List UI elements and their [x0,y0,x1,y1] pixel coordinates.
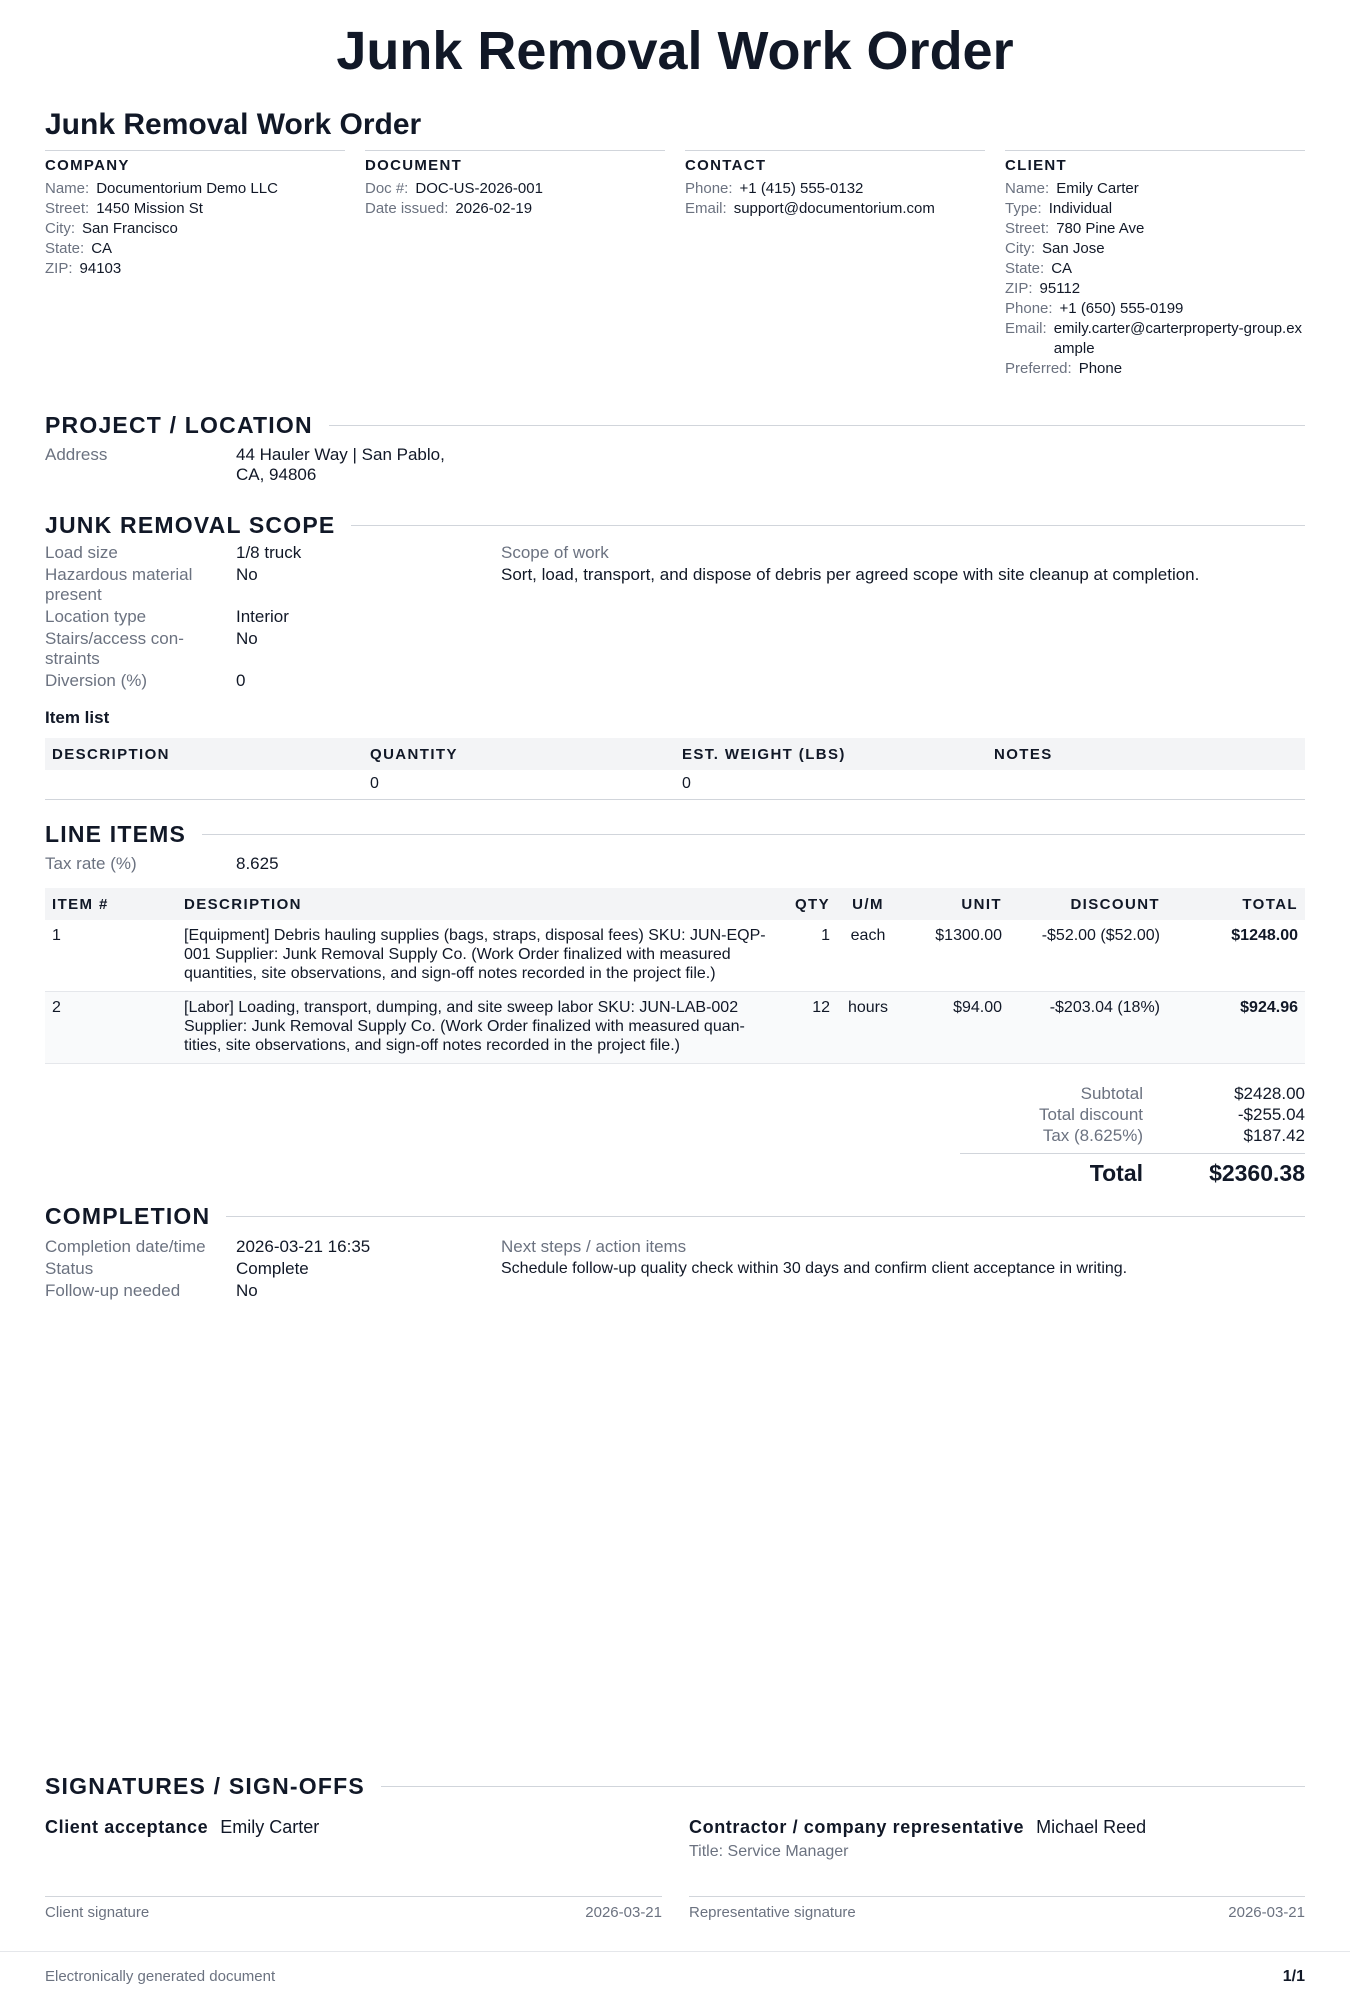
tax-rate-row [45,854,279,874]
company-zip: 94103 [79,260,122,277]
next-steps-label: Next steps / action items [501,1237,687,1256]
scope-of-work [501,543,1199,585]
client-signature-label: Client signature [45,1904,150,1921]
company-state: CA [91,240,113,257]
company-city: San Francisco [82,220,178,237]
label: State: [45,240,85,257]
representative-signature-date: 2026-03-21 [1228,1904,1305,1921]
contact-block [685,150,985,379]
item-description [45,770,363,799]
completion-datetime-label: Completion date/time [45,1237,206,1256]
item-list-header-row [45,738,1305,770]
status-label: Status [45,1259,94,1278]
contact-title: CONTACT [685,157,767,174]
line-items-section-title: LINE ITEMS [45,821,1305,848]
grand-total-label: Total [1089,1160,1143,1186]
scope-fields [45,543,485,693]
col-total: TOTAL [1167,888,1305,920]
item-list-table [45,738,1305,800]
line-item-total: $924.96 [1167,992,1305,1064]
label: Doc #: [365,180,409,197]
tax-rate-value: 8.625 [236,854,279,873]
load-size-value: 1/8 truck [236,543,302,562]
item-quantity: 0 [363,770,675,799]
contact-phone: +1 (415) 555-0132 [739,180,864,197]
table-row [45,920,1305,992]
hazard-value: No [236,565,258,584]
company-block [45,150,345,379]
label: Name: [45,180,90,197]
col-unit: UNIT [899,888,1009,920]
col-discount: DISCOUNT [1009,888,1167,920]
col-quantity: QUANTITY [363,738,675,770]
client-type: Individual [1048,200,1113,217]
label: ZIP: [45,260,73,277]
completion-section-title: COMPLETION [45,1203,1305,1230]
representative-label: Contractor / company representative [689,1817,1025,1837]
date-issued: 2026-02-19 [455,200,533,217]
item-weight: 0 [675,770,987,799]
client-title: CLIENT [1005,157,1067,174]
table-row [45,992,1305,1064]
client-signature-line [45,1896,662,1921]
total-discount-value: -$255.04 [1237,1105,1305,1124]
document-block [365,150,665,379]
diversion-value: 0 [236,671,246,690]
client-city: San Jose [1042,240,1105,257]
col-um: U/M [837,888,899,920]
contact-email: support@documentorium.com [733,200,935,217]
representative-name: Michael Reed [1036,1817,1147,1837]
line-item-um: hours [837,992,899,1064]
label: Phone: [1005,300,1053,317]
label: Name: [1005,180,1050,197]
scope-section-title: JUNK REMOVAL SCOPE [45,512,1305,539]
line-items-header-row [45,888,1305,920]
line-item-discount: -$52.00 ($52.00) [1009,920,1167,992]
line-item-unit: $94.00 [899,992,1009,1064]
tax-rate-label: Tax rate (%) [45,854,137,873]
line-item-unit: $1300.00 [899,920,1009,992]
document-heading: Junk Removal Work Order [45,108,422,141]
client-acceptance-label: Client acceptance [45,1817,209,1837]
representative-signature-label: Representative signature [689,1904,856,1921]
grand-total [960,1153,1305,1187]
tax-label: Tax (8.625%) [1042,1126,1143,1145]
client-acceptance-name: Emily Carter [220,1817,320,1837]
line-item-um: each [837,920,899,992]
address-value [236,445,445,485]
scope-of-work-text: Sort, load, transport, and dispose of debris per agreed scope with site cleanup at completion. [501,565,1200,584]
representative-title: Title: Service Manager [689,1843,849,1860]
label: State: [1005,260,1045,277]
col-notes: NOTES [987,738,1305,770]
label: Phone: [685,180,733,197]
representative-signature-line [689,1896,1305,1921]
company-name: Documentorium Demo LLC [96,180,278,197]
info-grid [45,150,1305,379]
client-name: Emily Carter [1056,180,1139,197]
label: Type: [1005,200,1042,217]
address-line-2: CA, 94806 [236,465,317,484]
location-type-label: Location type [45,607,147,626]
diversion-label: Diversion (%) [45,671,148,690]
hazard-label: Hazardous material present [45,565,193,604]
client-zip: 95112 [1039,280,1081,297]
client-phone: +1 (650) 555-0199 [1059,300,1184,317]
client-block [1005,150,1305,379]
representative-block [689,1817,1146,1838]
line-item-description: [Equipment] Debris hauling supplies (bags, straps, disposal fees) SKU: JUN-EQP-001 Supplier: Junk Removal Supply Co. (Work Order finalized with measured quantities, site observations, and sign-off notes recorded in the project file.) [177,920,782,992]
page-number: 1/1 [1282,1968,1305,1985]
label: Date issued: [365,200,449,217]
client-acceptance [45,1817,319,1838]
line-item-qty: 1 [782,920,837,992]
address-label: Address [45,445,108,464]
completion-fields [45,1237,485,1303]
doc-number: DOC-US-2026-001 [415,180,543,197]
document-title: DOCUMENT [365,157,463,174]
grand-total-value: $2360.38 [1209,1160,1305,1186]
footer-note: Electronically generated document [45,1968,276,1985]
project-address-row [45,445,445,485]
project-section-title: PROJECT / LOCATION [45,412,1305,439]
page-footer [0,1951,1350,1985]
subtotal-value: $2428.00 [1234,1084,1305,1103]
client-state: CA [1051,260,1073,277]
client-signature-date: 2026-03-21 [585,1904,662,1921]
followup-label: Follow-up needed [45,1281,181,1300]
line-item-number: 2 [45,992,177,1064]
line-item-total: $1248.00 [1167,920,1305,992]
load-size-label: Load size [45,543,118,562]
signatures-section-title: SIGNATURES / SIGN-OFFS [45,1773,1305,1800]
total-discount-label: Total discount [1039,1105,1143,1124]
location-type-value: Interior [236,607,289,626]
col-weight: EST. WEIGHT (LBS) [675,738,987,770]
tax-value: $187.42 [1243,1126,1305,1145]
label: Email: [685,200,727,217]
company-title: COMPANY [45,157,130,174]
col-description: DESCRIPTION [45,738,363,770]
scope-of-work-label: Scope of work [501,543,609,562]
line-item-number: 1 [45,920,177,992]
label: ZIP: [1005,280,1033,297]
followup-value: No [236,1281,258,1300]
address-line-1: 44 Hauler Way | San Pablo, [236,445,445,464]
subtotal-label: Subtotal [1080,1084,1143,1103]
client-preferred: Phone [1078,360,1123,377]
col-description: DESCRIPTION [177,888,782,920]
completion-datetime-value: 2026-03-21 16:35 [236,1237,371,1256]
page-title: Junk Removal Work Order [336,21,1014,81]
company-street: 1450 Mission St [96,200,203,217]
line-items-table [45,888,1305,1064]
next-steps [501,1237,1127,1279]
line-item-description: [Labor] Loading, transport, dumping, and site sweep labor SKU: JUN-LAB-002 Supplier: Junk Removal Supply Co. (Work Order finalized with measured quan-tities, site observations, and sign-off notes recorded in the project file.) [177,992,782,1064]
label: City: [45,220,75,237]
stairs-value: No [236,629,258,648]
line-item-discount: -$203.04 (18%) [1009,992,1167,1064]
line-item-qty: 12 [782,992,837,1064]
col-qty: QTY [782,888,837,920]
totals-block [960,1083,1305,1146]
stairs-label: Stairs/access con-straints [45,629,184,668]
status-value: Complete [236,1259,309,1278]
label: Street: [45,200,90,217]
col-item-number: ITEM # [45,888,177,920]
next-steps-text: Schedule follow-up quality check within 30 days and confirm client acceptance in writing. [501,1260,1128,1277]
item-list-title: Item list [45,708,110,727]
item-notes [987,770,1305,799]
label: Street: [1005,220,1050,237]
client-email: emily.carter@carterproperty-group.example [1053,320,1303,357]
table-row [45,770,1305,799]
label: City: [1005,240,1035,257]
client-street: 780 Pine Ave [1056,220,1145,237]
label: Preferred: [1005,360,1072,377]
label: Email: [1005,320,1047,337]
